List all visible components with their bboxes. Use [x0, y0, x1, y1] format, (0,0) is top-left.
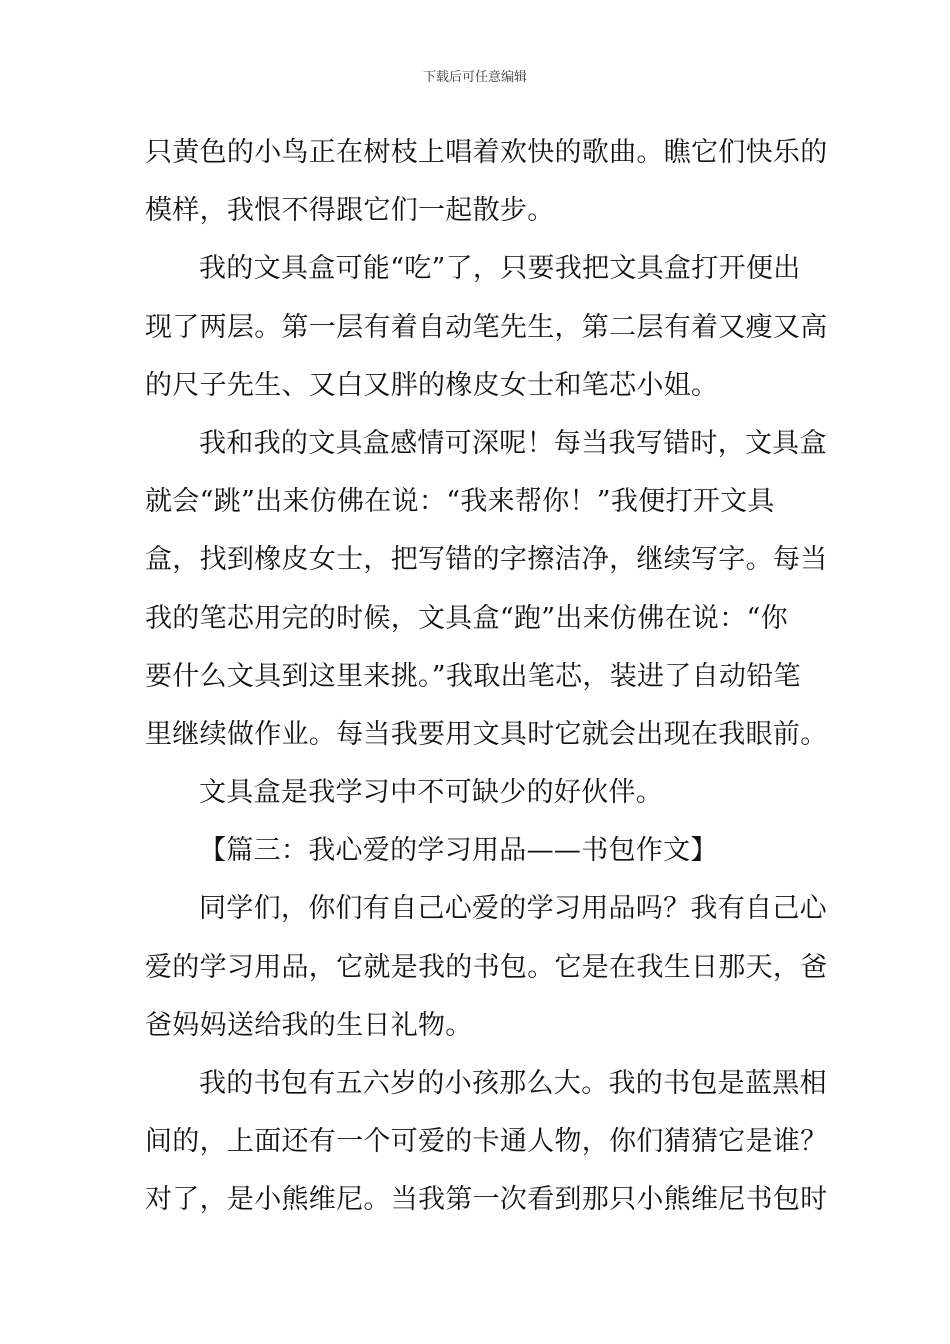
section-heading: 【篇三：我心爱的学习用品——书包作文】 — [199, 835, 718, 867]
paragraph-start-line: 我的文具盒可能“吃”了，只要我把文具盒打开便出 — [199, 253, 801, 285]
text-line: 现了两层。第一层有着自动笔先生，第二层有着又瘦又高 — [145, 311, 828, 343]
text-line: 爸妈妈送给我的生日礼物。 — [145, 1009, 473, 1041]
text-line: 间的，上面还有一个可爱的卡通人物，你们猜猜它是谁？ — [145, 1126, 828, 1158]
page-header: 下载后可任意编辑 — [422, 70, 527, 85]
paragraph-start-line: 同学们，你们有自己心爱的学习用品吗？我有自己心 — [199, 893, 827, 925]
paragraph-start-line: 我和我的文具盒感情可深呢！每当我写错时，文具盒 — [199, 427, 827, 459]
text-line: 对了，是小熊维尼。当我第一次看到那只小熊维尼书包时 — [145, 1184, 828, 1216]
paragraph-start-line: 我的书包有五六岁的小孩那么大。我的书包是蓝黑相 — [199, 1068, 827, 1099]
text-line: 就会“跳”出来仿佛在说：“我来帮你！”我便打开文具 — [145, 486, 775, 518]
text-line: 模样，我恨不得跟它们一起散步。 — [145, 195, 555, 227]
text-line: 盒，找到橡皮女士，把写错的字擦洁净，继续写字。每当 — [145, 544, 828, 576]
text-line: 里继续做作业。每当我要用文具时它就会出现在我眼前。 — [145, 718, 828, 750]
document-body — [145, 128, 828, 1234]
text-line: 我的笔芯用完的时候，文具盒“跑”出来仿佛在说：“你 — [145, 602, 788, 634]
text-line: 的尺子先生、又白又胖的橡皮女士和笔芯小姐。 — [145, 369, 719, 401]
text-line: 只黄色的小鸟正在树枝上唱着欢快的歌曲。瞧它们快乐的 — [145, 137, 828, 168]
text-line: 要什么文具到这里来挑。”我取出笔芯，装进了自动铅笔 — [145, 660, 801, 692]
text-line: 爱的学习用品，它就是我的书包。它是在我生日那天，爸 — [145, 951, 828, 983]
paragraph-start-line: 文具盒是我学习中不可缺少的好伙伴。 — [199, 777, 664, 809]
